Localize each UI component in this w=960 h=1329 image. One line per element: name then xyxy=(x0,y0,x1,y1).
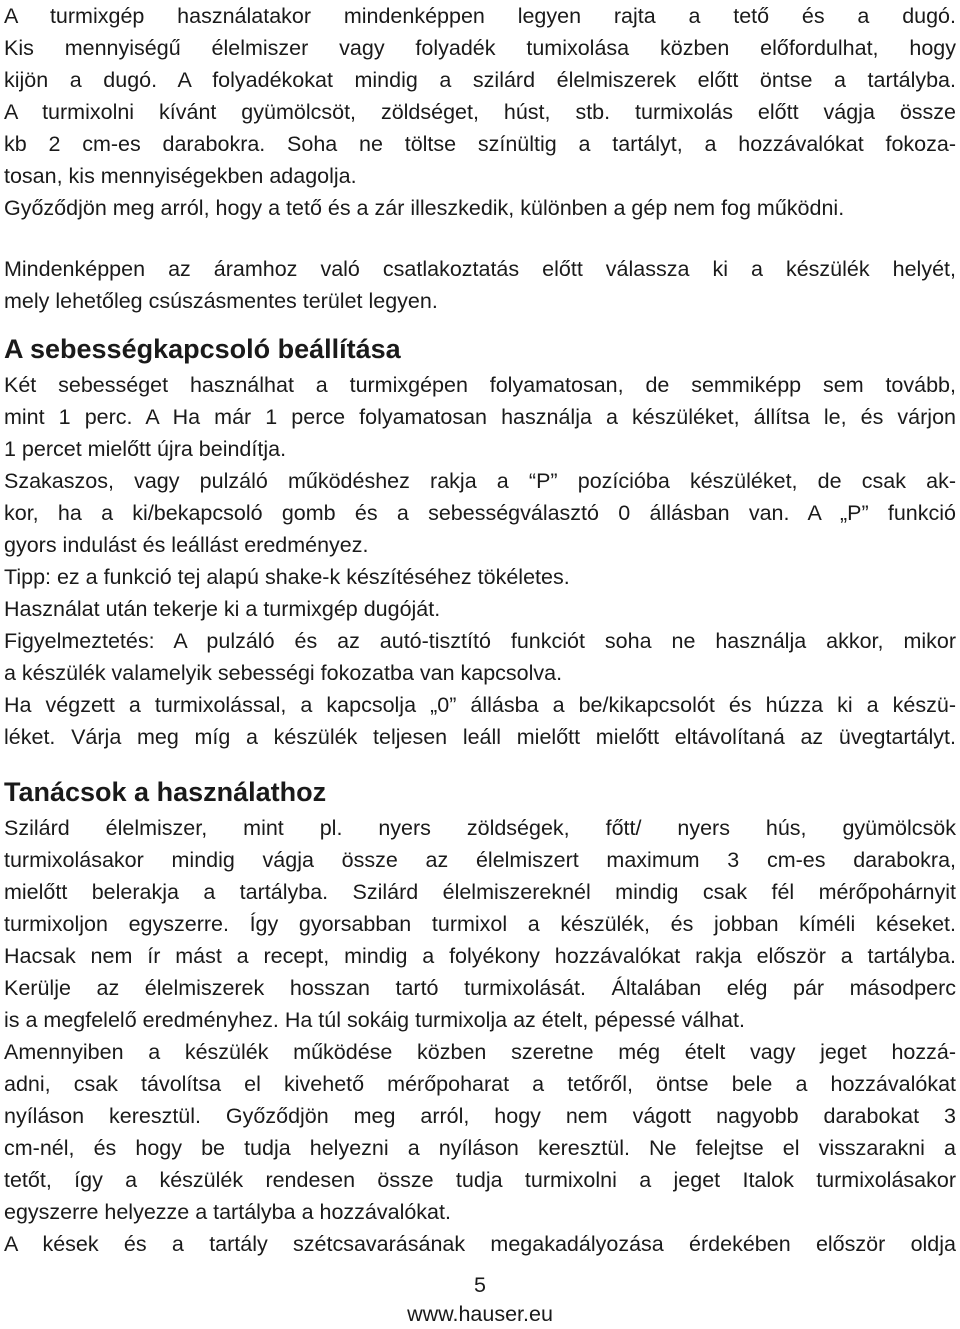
text-line: kor, ha a ki/bekapcsoló gomb és a sebességválasztó 0 állásban van. A „P” funkció xyxy=(4,501,956,525)
text-line: nyíláson keresztül. Győződjön meg arról, hogy nem vágott nagyobb darabokat 3 xyxy=(4,1104,956,1128)
section-gap xyxy=(4,753,956,772)
text-line: turmixoljon egyszerre. Így gyorsabban turmixol a készülék, és jobban kíméli késeket. xyxy=(4,912,956,936)
text-line: mely lehetőleg csúszásmentes terület legyen. xyxy=(4,289,438,313)
section-gap xyxy=(4,317,956,329)
text-line: Mindenképpen az áramhoz való csatlakoztatás előtt válassza ki a készülék helyét, xyxy=(4,257,956,281)
text-line: mint 1 perc. A Ha már 1 perce folyamatosan használja a készüléket, állítsa le, és várjon xyxy=(4,405,956,429)
speed-section-heading: A sebességkapcsoló beállítása xyxy=(4,334,401,364)
text-line: Győződjön meg arról, hogy a tető és a zár illeszkedik, különben a gép nem fog működni. xyxy=(4,196,845,220)
placement-paragraph xyxy=(4,253,956,317)
text-line: tosan, kis mennyiségekben adagolja. xyxy=(4,164,357,188)
text-line: cm-nél, és hogy be tudja helyezni a nyíláson keresztül. Ne felejtse el visszarakni a xyxy=(4,1136,956,1160)
text-line: Hacsak nem ír mást a recept, mindig a folyékony hozzávalókat rakja először a tartályba. xyxy=(4,944,956,968)
text-line: Szilárd élelmiszer, mint pl. nyers zöldségek, főtt/ nyers hús, gyümölcsök xyxy=(4,816,956,840)
text-line: Tipp: ez a funkció tej alapú shake-k készítéséhez tökéletes. xyxy=(4,565,570,589)
text-line: Szakaszos, vagy pulzáló működéshez rakja a “P” pozícióba készüléket, de csak ak- xyxy=(4,469,956,493)
text-line: Ha végzett a turmixolással, a kapcsolja „0” állásba a be/kikapcsolót és húzza ki a készü- xyxy=(4,693,956,717)
text-line: A turmixgép használatakor mindenképpen legyen rajta a tető és a dugó. xyxy=(4,4,956,28)
paragraph-gap xyxy=(4,224,956,253)
text-line: Kis mennyiségű élelmiszer vagy folyadék tumixolása közben előfordulhat, hogy xyxy=(4,36,956,60)
text-line: is a megfelelő eredményhez. Ha túl sokáig turmixolja az ételt, pépessé válhat. xyxy=(4,1008,745,1032)
tips-section-heading: Tanácsok a használathoz xyxy=(4,777,327,807)
text-line: turmixolásakor mindig vágja össze az élelmiszert maximum 3 cm-es darabokra, xyxy=(4,848,956,872)
footer-website: www.hauser.eu xyxy=(407,1302,553,1326)
text-line: adni, csak távolítsa el kivehető mérőpoharat a tetőről, öntse bele a hozzávalókat xyxy=(4,1072,956,1096)
text-line: tetőt, így a készülék rendesen össze tudja turmixolni a jeget Italok turmixolásakor xyxy=(4,1168,956,1192)
text-line: A kések és a tartály szétcsavarásának megakadályozása érdekében először oldja xyxy=(4,1232,956,1256)
text-line: kb 2 cm-es darabokra. Soha ne töltse színültig a tartályt, a hozzávalókat fokoza- xyxy=(4,132,956,156)
page-number: 5 xyxy=(474,1273,486,1297)
text-line: gyors indulást és leállást eredményez. xyxy=(4,533,369,557)
text-line: kijön a dugó. A folyadékokat mindig a szilárd élelmiszerek előtt öntse a tartályba. xyxy=(4,68,956,92)
text-line: mielőtt belerakja a tartályba. Szilárd élelmiszereknél mindig csak fél mérőpohárnyit xyxy=(4,880,956,904)
text-line: Használat után tekerje ki a turmixgép dugóját. xyxy=(4,597,441,621)
text-line: léket. Várja meg míg a készülék teljesen leáll mielőtt mielőtt eltávolítaná az üvegtartályt. xyxy=(4,725,956,749)
text-line: Amennyiben a készülék működése közben szeretne még ételt vagy jeget hozzá- xyxy=(4,1040,956,1064)
text-line: a készülék valamelyik sebességi fokozatba van kapcsolva. xyxy=(4,661,563,685)
text-line: Kerülje az élelmiszerek hosszan tartó turmixolását. Általában elég pár másodperc xyxy=(4,976,956,1000)
tips-section-body xyxy=(4,812,956,1260)
speed-section-body xyxy=(4,369,956,753)
text-line: Két sebességet használhat a turmixgépen folyamatosan, de semmiképp sem tovább, xyxy=(4,373,956,397)
text-line: egyszerre helyezze a tartályba a hozzávalókat. xyxy=(4,1200,451,1224)
intro-paragraph xyxy=(4,0,956,224)
text-line: A turmixolni kívánt gyümölcsöt, zöldséget, húst, stb. turmixolás előtt vágja össze xyxy=(4,100,956,124)
text-line: Figyelmeztetés: A pulzáló és az autó-tisztító funkciót soha ne használja akkor, mikor xyxy=(4,629,956,653)
text-line: 1 percet mielőtt újra beindítja. xyxy=(4,437,287,461)
document-page xyxy=(4,0,956,1260)
